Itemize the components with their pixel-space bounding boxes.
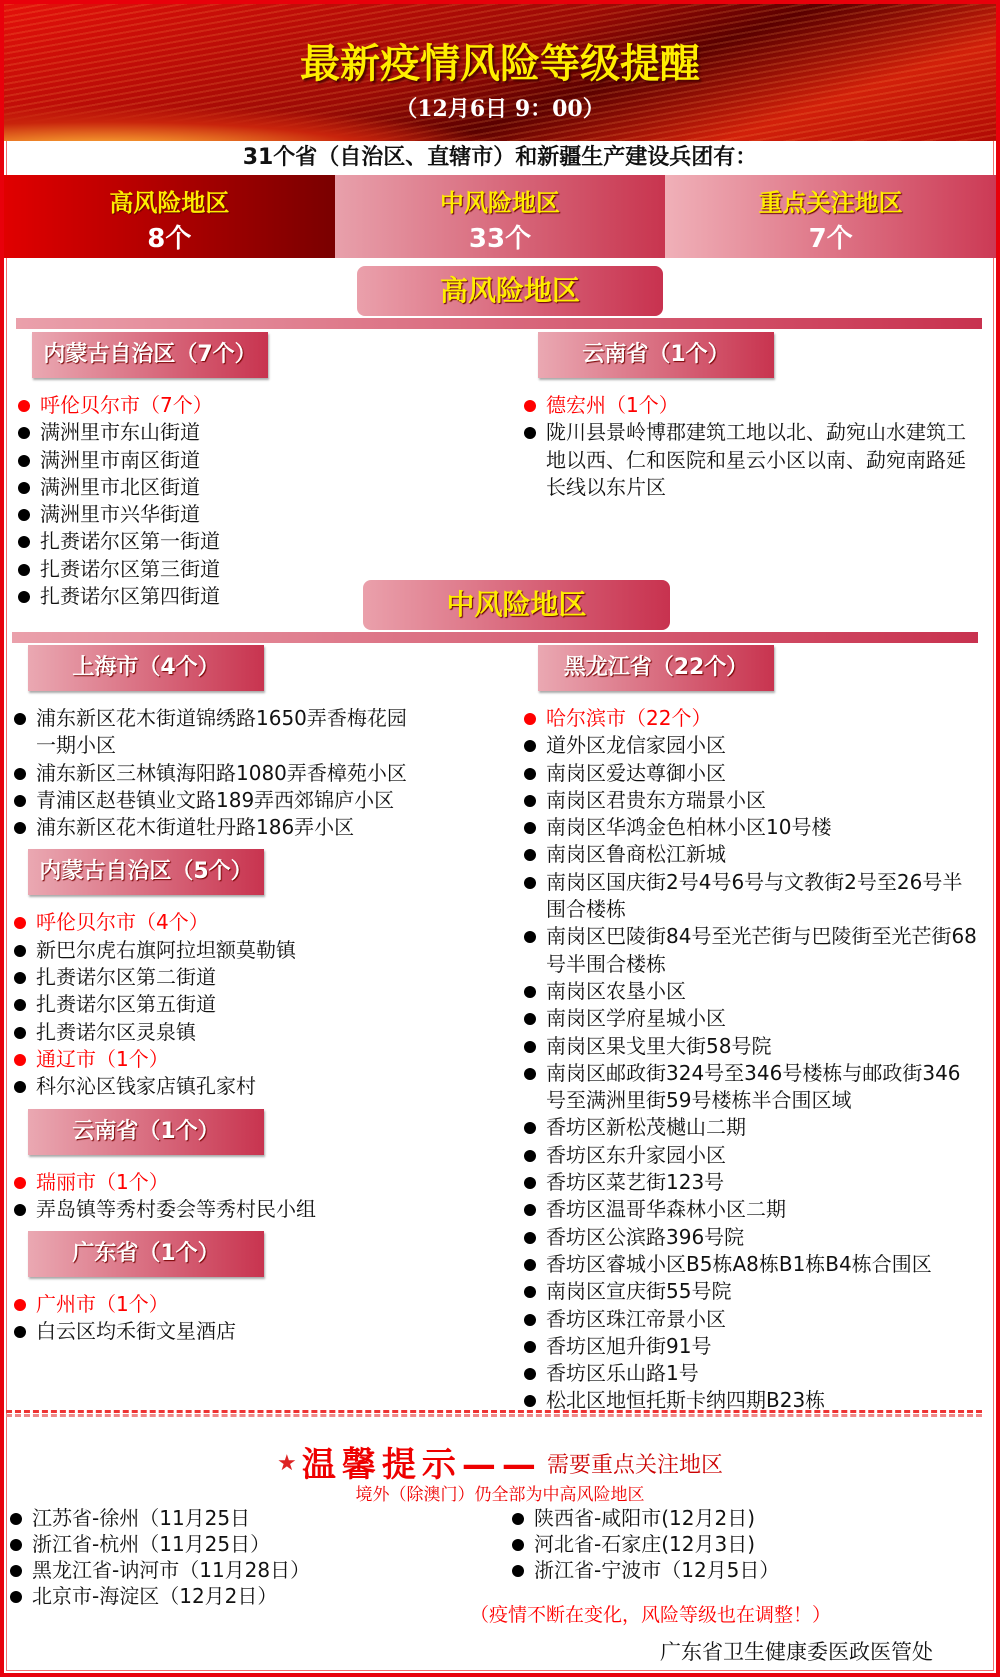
list-item: 香坊区旭升街91号 (520, 1333, 980, 1360)
region-tag: 上海市（4个） (28, 645, 264, 691)
list-item: 扎赉诺尔区第一街道 (14, 528, 494, 555)
list-item: 南岗区学府星城小区 (520, 1005, 980, 1032)
list-item: 香坊区乐山路1号 (520, 1360, 980, 1387)
list-item: 新巴尔虎右旗阿拉坦额莫勒镇 (10, 937, 420, 964)
summary-count: 7个 (808, 224, 853, 254)
region-list (10, 1291, 420, 1346)
city-item: 瑞丽市（1个） (10, 1169, 420, 1196)
list-item: 南岗区果戈里大街58号院 (520, 1033, 980, 1060)
list-item: 浦东新区三林镇海阳路1080弄香樟苑小区 (10, 760, 420, 787)
list-item: 松北区地恒托斯卡纳四期B23栋 (520, 1387, 980, 1414)
list-item: 南岗区国庆街2号4号6号与文教街2号至26号半围合楼栋 (520, 869, 980, 924)
list-item: 扎赉诺尔区第五街道 (10, 991, 420, 1018)
list-item: 浦东新区花木街道牡丹路186弄小区 (10, 814, 420, 841)
issuer: 广东省卫生健康委医政医管处 (660, 1640, 933, 1664)
high-right-column (520, 332, 970, 509)
risk-summary (4, 175, 996, 258)
list-item: 香坊区新松茂樾山二期 (520, 1114, 980, 1141)
tip-item: 浙江省-杭州（11月25日） (6, 1531, 446, 1557)
dashed-divider (6, 1410, 982, 1417)
city-item: 德宏州（1个） (520, 392, 970, 419)
section-divider (12, 632, 978, 643)
list-item: 道外区龙信家园小区 (520, 732, 980, 759)
star-icon: ★ (277, 1451, 297, 1476)
tip-item: 北京市-海淀区（12月2日） (6, 1583, 446, 1609)
medium-right-column (520, 645, 980, 1423)
tip-item: 河北省-石家庄(12月3日) (508, 1531, 948, 1557)
list-item: 科尔沁区钱家店镇孔家村 (10, 1073, 420, 1100)
region-tag: 黑龙江省（22个） (538, 645, 774, 691)
list-item: 南岗区鲁商松江新城 (520, 841, 980, 868)
tips-heading (0, 1437, 1000, 1486)
region-list (10, 705, 420, 841)
tip-item: 黑龙江省-讷河市（11月28日） (6, 1557, 446, 1583)
list-item: 南岗区邮政街324号至346号楼栋与邮政街346号至满洲里街59号楼栋半合围区域 (520, 1060, 980, 1115)
list-item: 满洲里市南区街道 (14, 447, 494, 474)
region-list (520, 392, 970, 501)
list-item: 香坊区温哥华森林小区二期 (520, 1196, 980, 1223)
list-item: 南岗区农垦小区 (520, 978, 980, 1005)
tips-title: 温馨提示—— (301, 1445, 542, 1485)
list-item: 满洲里市东山街道 (14, 419, 494, 446)
header-banner (4, 4, 996, 141)
summary-medium (335, 175, 666, 258)
list-item: 浦东新区花木街道锦绣路1650弄香梅花园一期小区 (10, 705, 420, 760)
update-time: （12月6日 9：00） (395, 96, 605, 122)
list-item: 南岗区华鸿金色柏林小区10号楼 (520, 814, 980, 841)
list-item: 青浦区赵巷镇业文路189弄西郊锦庐小区 (10, 787, 420, 814)
section-divider (16, 318, 982, 329)
list-item: 陇川县景岭博郡建筑工地以北、勐宛山水建筑工地以西、仁和医院和星云小区以南、勐宛南路延长线以东片区 (520, 419, 970, 501)
list-item: 南岗区巴陵街84号至光芒街与巴陵街至光芒街68号半围合楼栋 (520, 923, 980, 978)
medium-risk-heading: 中风险地区 (363, 580, 670, 630)
list-item: 扎赉诺尔区第四街道 (14, 583, 494, 610)
region-tag: 内蒙古自治区（7个） (32, 332, 268, 378)
tips-right-list (508, 1505, 948, 1583)
list-item: 弄岛镇等秀村委会等秀村民小组 (10, 1196, 420, 1223)
high-risk-heading: 高风险地区 (357, 266, 663, 316)
summary-label: 中风险地区 (440, 189, 560, 217)
region-list (10, 909, 420, 1100)
page-title: 最新疫情风险等级提醒 (300, 41, 700, 87)
region-list (10, 1169, 420, 1224)
city-item: 呼伦贝尔市（4个） (10, 909, 420, 936)
tip-item: 陕西省-咸阳市(12月2日) (508, 1505, 948, 1531)
list-item: 香坊区菜艺街123号 (520, 1169, 980, 1196)
list-item: 香坊区睿城小区B5栋A8栋B1栋B4栋合围区 (520, 1251, 980, 1278)
list-item: 南岗区君贵东方瑞景小区 (520, 787, 980, 814)
list-item: 香坊区公滨路396号院 (520, 1224, 980, 1251)
tip-item: 浙江省-宁波市（12月5日） (508, 1557, 948, 1583)
tips-subtitle: 需要重点关注地区 (546, 1453, 723, 1478)
summary-label: 重点关注地区 (758, 189, 903, 217)
region-tag: 云南省（1个） (538, 332, 774, 378)
city-item: 哈尔滨市（22个） (520, 705, 980, 732)
city-item: 通辽市（1个） (10, 1046, 420, 1073)
list-item: 白云区均禾街文星酒店 (10, 1318, 420, 1345)
list-item: 满洲里市北区街道 (14, 474, 494, 501)
adjust-note: （疫情不断在变化，风险等级也在调整！） (470, 1604, 832, 1626)
tips-left-list (6, 1505, 446, 1609)
region-list (520, 705, 980, 1415)
list-item: 扎赉诺尔区第三街道 (14, 556, 494, 583)
list-item: 满洲里市兴华街道 (14, 501, 494, 528)
medium-left-column (10, 645, 420, 1354)
region-list (14, 392, 494, 610)
region-tag: 云南省（1个） (28, 1109, 264, 1155)
city-item: 广州市（1个） (10, 1291, 420, 1318)
abroad-note: 境外（除澳门）仍全部为中高风险地区 (355, 1485, 645, 1505)
list-item: 香坊区珠江帝景小区 (520, 1306, 980, 1333)
summary-count: 33个 (468, 224, 532, 254)
summary-count: 8个 (147, 224, 192, 254)
city-item: 呼伦贝尔市（7个） (14, 392, 494, 419)
region-tag: 内蒙古自治区（5个） (28, 849, 264, 895)
list-item: 扎赉诺尔区第二街道 (10, 964, 420, 991)
region-tag: 广东省（1个） (28, 1231, 264, 1277)
list-item: 南岗区宣庆街55号院 (520, 1278, 980, 1305)
summary-label: 高风险地区 (109, 189, 230, 217)
summary-high (4, 175, 335, 258)
list-item: 南岗区爱达尊御小区 (520, 760, 980, 787)
list-item: 扎赉诺尔区灵泉镇 (10, 1019, 420, 1046)
subtitle: 31个省（自治区、直辖市）和新疆生产建设兵团有： (242, 145, 758, 170)
high-left-column (14, 332, 494, 618)
tip-item: 江苏省-徐州（11月25日 (6, 1505, 446, 1531)
list-item: 香坊区东升家园小区 (520, 1142, 980, 1169)
summary-focus (665, 175, 996, 258)
